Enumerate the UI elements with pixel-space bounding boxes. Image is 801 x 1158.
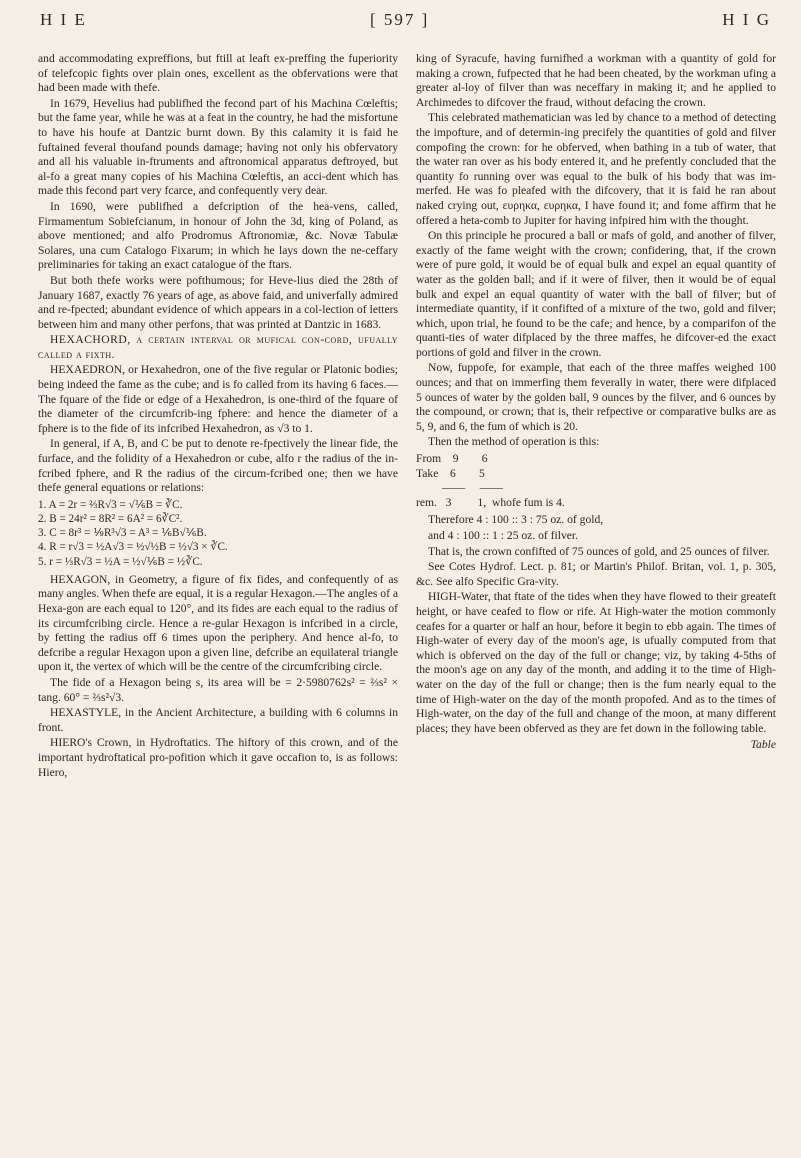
paragraph: and accommodating expreffions, but ftill at leaft ex-preffing the fuperiority of telefcopic fights over plain ones, excellent as the obfervations were that had been made with thefe. <box>38 52 398 95</box>
formula-line: 3. C = 8r³ = ⅑R³√3 = A³ = ⅙B√⅙B. <box>38 527 207 540</box>
catchword: Table <box>750 738 776 752</box>
paragraph: See Cotes Hydrof. Lect. p. 81; or Martin's Philof. Britan, vol. 1, p. 305, &c. See alfo Specific Gra-vity. <box>416 560 776 588</box>
header-left-word: H I E <box>40 10 87 29</box>
paragraph: In 1679, Hevelius had publifhed the fecond part of his Machina Cœleftis; but the fame year, while he was at a feat in the country, he had the misfortune to have his houfe at Dantzic burnt down. By this calamity it is faid he fuftained feveral thoufand pounds damage; having not only his obfervatory and all his valuable in-ftruments and aftronomical apparatus deftroyed, but al-fo a great many copies of his Machina Cœleftis, an acci-dent which has made this fecond part very fcarce, and confequently very dear. <box>38 96 398 198</box>
paragraph: Therefore 4 : 100 :: 3 : 75 oz. of gold, <box>428 513 604 527</box>
formula-line: 2. B = 24r² = 8R² = 6A² = 6∛C². <box>38 513 183 526</box>
formula-line: 1. A = 2r = ⅔R√3 = √⅙B = ∛C. <box>38 498 183 511</box>
operation-row: Take 6 5 <box>416 466 485 480</box>
operation-row: rem. 3 1, whofe fum is 4. <box>416 495 565 509</box>
paragraph: That is, the crown confifted of 75 ounces of gold, and 25 ounces of filver. <box>428 544 770 558</box>
paragraph: Then the method of operation is this: <box>428 435 600 449</box>
paragraph: king of Syracufe, having furnifhed a workman with a quantity of gold for making a crown, fufpected that he had been cheated, by the workman ufing a greater al-loy of filver than was neceffary in making it; and he applied to Archimedes to difcover the fraud, without defacing the crown. <box>416 52 776 109</box>
formula-line: 4. R = r√3 = ½A√3 = ½√½B = ½√3 × ∛C. <box>38 541 228 554</box>
paragraph: On this principle he procured a ball or mafs of gold, and another of filver, exactly of the fame weight with the crown; confidering, that, if the crown were of pure gold, it would be of equal bulk and expel an equal quantity of water as the golden ball; and if it were of filver, then it would be of equal bulk and expel an equal quantity of water with the ball of filver; but of intermediate quantity, if it confifted of a mixture of the two, gold and filver; which, upon trial, he found to be the cafe; and hence, by a comparifon of the quanti-ties of water difplaced by the three maffes, he difcover-ed the exact portions of gold and filver in the crown. <box>416 229 776 359</box>
paragraph: In 1690, were publifhed a defcription of the hea-vens, called, Firmamentum Sobiefcianum, in honour of John the 3d, king of Poland, as above mentioned; and alfo Prodromus Aftronomiæ, &c. Novæ Tabulæ Solares, una cum Catalogo Fixarum; in which he lays down the ne-ceffary preliminaries for taking an exact catalogue of the ftars. <box>38 199 398 272</box>
formula-line: 5. r = ⅓R√3 = ½A = ½√⅙B = ½∛C. <box>38 555 203 568</box>
paragraph: and 4 : 100 :: 1 : 25 oz. of filver. <box>428 529 579 542</box>
paragraph: In general, if A, B, and C be put to denote re-fpectively the linear fide, the furface, and the folidity of a Hexahedron or cube, alfo r the radius of the in-fcribed fphere, and R the radius of the circum-fcribed one; then we have thefe general equations or relations: <box>38 437 398 495</box>
entry-hexastyle: HEXASTYLE, in the Ancient Architecture, a building with 6 columns in front. <box>38 706 398 734</box>
page-header <box>40 10 771 36</box>
paragraph: Now, fuppofe, for example, that each of the three maffes weighed 100 ounces; and that on immerfing them feverally in water, there were difplaced 5 ounces of water by the golden ball, 9 ounces by the filver, and 6 ounces by the compound, or crown; that is, their refpective or comparative bulks are as 5, 9, and 6, the fum of which is 20. <box>416 361 776 433</box>
cube-formulas <box>38 498 398 569</box>
entry-hieros-crown: HIERO's Crown, in Hydroftatics. The hiftory of this crown, and of the important hydroftatical pro-pofition which it gave occafion to, is as follows: Hiero, <box>38 736 398 779</box>
left-column <box>38 52 398 781</box>
entry-hexaedron: HEXAEDRON, or Hexahedron, one of the five regular or Platonic bodies; being indeed the fame as the cube; and is fo called from its having 6 faces.— The fquare of the fide or edge of a Hexahedron, is one-third of the fquare of the diameter of the circumfcrib-ing fphere: and hence the diameter of a fphere is to the fide of its infcribed Hexahedron, as √3 to 1. <box>38 363 398 435</box>
paragraph: But both thefe works were pofthumous; for Heve-lius died the 28th of January 1687, exactly 76 years of age, as above faid, and univerfally admired and re-fpected; abundant evidence of which appears in a col-lection of letters between him and many other perfons, that was printed at Dantzic in 1683. <box>38 273 398 331</box>
paragraph: This celebrated mathematician was led by chance to a method of detecting the impofture, and of determin-ing precifely the quantities of gold and filver compofing the crown: for he obferved, when bathing in a tub of water, that the water ran over as his body entered it, and he prefently concluded that the quantity fo running over was equal to the bulk of his body that was im-merfed. He was fo pleafed with the difcovery, that it is faid he ran about naked crying out, ευρηκα, ευρηκα, I have found it; and fome affirm that he offered a heta-comb to Jupiter for having infpired him with the thought. <box>416 111 776 227</box>
operation-row: —— —— <box>416 481 503 495</box>
operation-table <box>416 452 776 510</box>
entry-hexagon: HEXAGON, in Geometry, a figure of fix fides, and confequently of as many angles. When thefe are equal, it is a regular Hexagon.—The angles of a Hexa-gon are each equal to 120°, and its fides are each equal to the radius of its circumfcribing circle. Hence a re-gular Hexagon is infcribed in a circle, by fetting the radius off 6 times upon the periphery. And hence al-fo, to defcribe a regular Hexagon upon a given line, defcribe an equilateral triangle upon it, the vertex of which will be the centre of the circumfcribing circle. <box>38 572 398 674</box>
right-column <box>416 52 776 753</box>
header-right-word: H I G <box>722 10 771 29</box>
paragraph: The fide of a Hexagon being s, its area will be = 2·5980762s² = ⅔s² × tang. 60° = ⅔s²√3. <box>38 675 398 704</box>
page-number: [ 597 ] <box>370 10 430 29</box>
entry-hexachord: HEXACHORD, a certain interval or mufical con-cord, ufually called a fixth. <box>38 333 398 361</box>
operation-row: From 9 6 <box>416 452 488 466</box>
entry-high-water: HIGH-Water, that ftate of the tides when they have flowed to their greateft height, or have ceafed to flow or rife. At High-water the motion commonly ceafes for a quarter or half an hour, before it begin to ebb again. The times of High-water of every day of the moon's age, is ufually computed from that which is obferved on the day of the full or change; viz, by taking 4-5ths of the moon's age on any day of the month, and adding it to the time of High-water on the day of the full or change; then is the fum nearly equal to the time of High-water on the day of the month propofed. And as to the times of High-water, on the day of the full and change of the moon, at many different places; they have been obferved as they are fet down in the following table. <box>416 590 776 735</box>
